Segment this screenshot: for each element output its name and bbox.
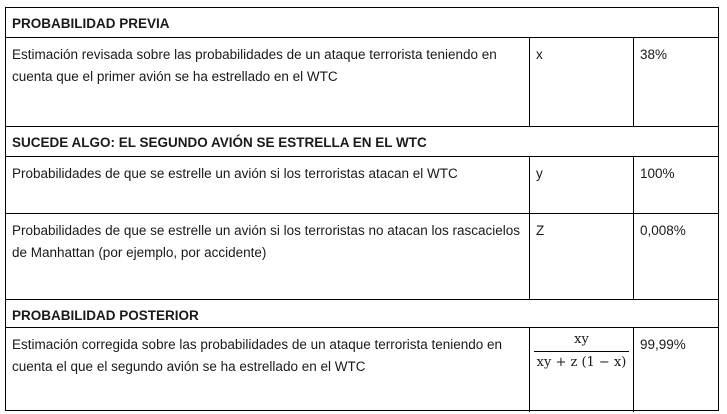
row-value: 99,99%: [633, 328, 718, 412]
row-description: Estimación revisada sobre las probabilidades de un ataque terrorista teniendo en cuenta que el primer avión se ha estrellado en el WTC: [12, 47, 497, 84]
row-variable: Z: [529, 214, 633, 299]
formula-cell: [529, 328, 633, 412]
row-description: Probabilidades de que se estrelle un avión si los terroristas no atacan los rascacielos de Manhattan (por ejemplo, por accidente): [12, 223, 521, 260]
row-value: 0,008%: [633, 214, 718, 299]
section-header-evento: [6, 126, 718, 156]
row-variable: y: [529, 157, 633, 213]
section-header-posterior: [6, 299, 718, 327]
bayes-formula: [530, 332, 633, 371]
row-value: 38%: [633, 38, 718, 126]
table-row: [6, 327, 718, 412]
section-title: PROBABILIDAD PREVIA: [12, 16, 170, 31]
section-header-previa: [6, 8, 718, 37]
table-row: [6, 37, 718, 126]
fraction-bar: [534, 351, 629, 352]
row-variable: x: [529, 38, 633, 126]
row-description: Probabilidades de que se estrelle un avión si los terroristas atacan el WTC: [12, 166, 458, 181]
formula-denominator: xy + z (1 − x): [536, 355, 627, 370]
row-value: 100%: [633, 157, 718, 213]
table-row: [6, 213, 718, 299]
bayes-table: [5, 7, 719, 411]
row-description: Estimación corregida sobre las probabilidades de un ataque terrorista teniendo en cuenta el que el segundo avión se ha estrellado en el WTC: [12, 337, 503, 374]
section-title: PROBABILIDAD POSTERIOR: [12, 308, 199, 323]
formula-numerator: xy: [574, 332, 589, 347]
section-title: SUCEDE ALGO: EL SEGUNDO AVIÓN SE ESTRELLA EN EL WTC: [12, 135, 427, 150]
table-row: [6, 156, 718, 213]
